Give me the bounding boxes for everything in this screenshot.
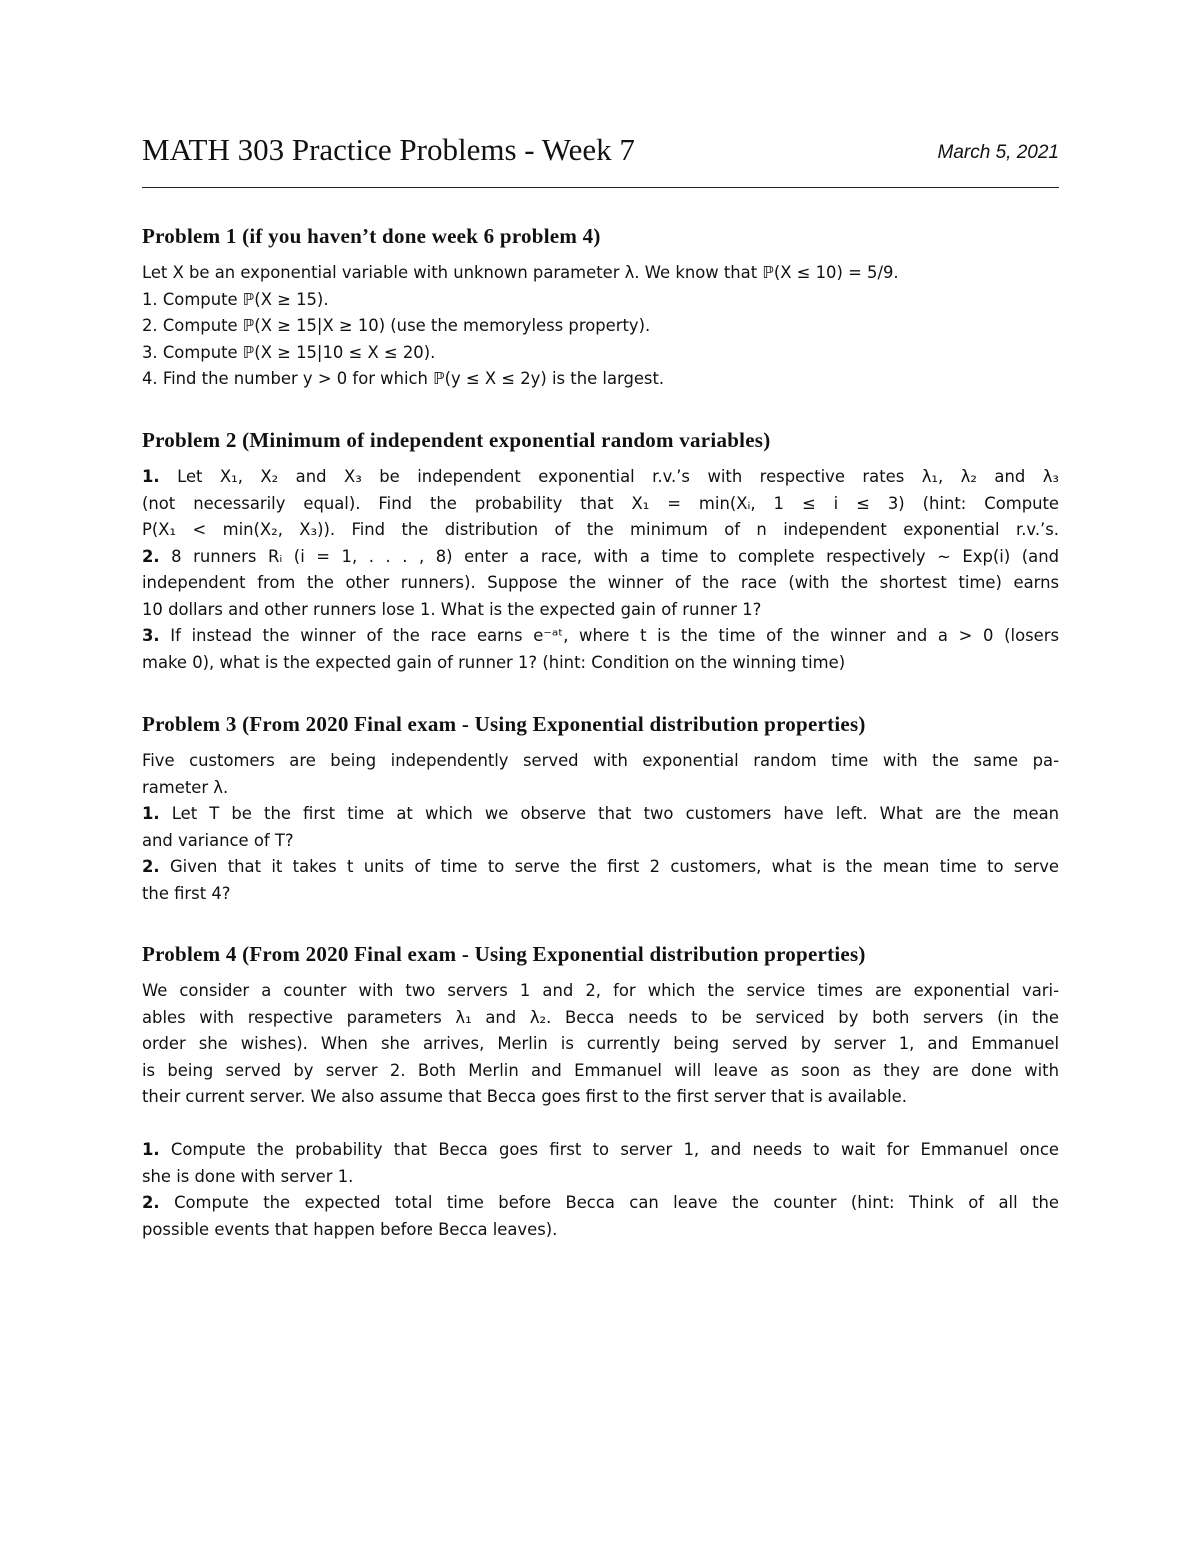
problem-4-heading: Problem 4 (From 2020 Final exam - Using Exponential distribution properties) bbox=[142, 942, 866, 966]
problem-4-line-9: possible events that happen before Becca leaves). bbox=[142, 1219, 558, 1239]
problem-2-line-4: 2. 8 runners Rᵢ (i = 1, . . . , 8) enter a race, with a time to complete respectively ∼ Exp(i) (and bbox=[142, 546, 1059, 566]
header-rule bbox=[142, 187, 1059, 188]
problem-2-heading: Problem 2 (Minimum of independent exponential random variables) bbox=[142, 428, 771, 452]
problem-2 bbox=[142, 426, 1059, 676]
problem-3-line-4: and variance of T? bbox=[142, 830, 294, 850]
problem-3-line-3: 1. Let T be the first time at which we observe that two customers have left. What are the mean bbox=[142, 804, 1059, 823]
problem-4-line-6: 1. Compute the probability that Becca goes first to server 1, and needs to wait for Emmanuel once bbox=[142, 1140, 1059, 1159]
problem-2-line-3: P(X₁ < min(X₂, X₃)). Find the distribution of the minimum of n independent exponential r.v.’s. bbox=[142, 520, 1059, 539]
item-number: 2. bbox=[142, 1193, 160, 1212]
problem-4-line-8: 2. Compute the expected total time before Becca can leave the counter (hint: Think of all the bbox=[142, 1193, 1059, 1212]
problem-4-line-3: order she wishes). When she arrives, Merlin is currently being served by server 1, and Emmanuel bbox=[142, 1034, 1059, 1053]
problem-4-line-2: ables with respective parameters λ₁ and λ₂. Becca needs to be serviced by both servers (in the bbox=[142, 1007, 1059, 1027]
problem-1-line-2 bbox=[142, 287, 1059, 314]
problem-1 bbox=[142, 222, 1059, 393]
problem-1-line-1-text: Let X be an exponential variable with unknown parameter λ. We know that ℙ(X ≤ 10) = 5/9. bbox=[142, 263, 899, 282]
problem-1-line-5-text: 4. Find the number y > 0 for which ℙ(y ≤ X ≤ 2y) is the largest. bbox=[142, 369, 665, 388]
problem-1-heading: Problem 1 (if you haven’t done week 6 problem 4) bbox=[142, 224, 601, 248]
problem-1-line-4 bbox=[142, 340, 1059, 367]
item-number: 2. bbox=[142, 546, 160, 566]
document-date: March 5, 2021 bbox=[937, 142, 1059, 163]
problem-3-line-1: Five customers are being independently served with exponential random time with the same pa- bbox=[142, 751, 1059, 770]
problem-1-line-3 bbox=[142, 313, 1059, 340]
item-number: 1. bbox=[142, 1140, 160, 1159]
problem-1-line-2-text: 1. Compute ℙ(X ≥ 15). bbox=[142, 289, 329, 309]
item-number: 2. bbox=[142, 857, 160, 876]
problem-3-line-2: rameter λ. bbox=[142, 777, 229, 797]
problem-3 bbox=[142, 710, 1059, 907]
problem-2-line-7: 3. If instead the winner of the race earns e⁻ᵃᵗ, where t is the time of the winner and a > 0 (losers bbox=[142, 626, 1059, 645]
problem-2-line-1: 1. Let X₁, X₂ and X₃ be independent exponential r.v.’s with respective rates λ₁, λ₂ and λ₃ bbox=[142, 467, 1059, 486]
problem-3-line-5: 2. Given that it takes t units of time to serve the first 2 customers, what is the mean time to serve bbox=[142, 857, 1059, 876]
paragraph-gap bbox=[142, 1111, 1059, 1138]
problem-1-line-3-text: 2. Compute ℙ(X ≥ 15|X ≥ 10) (use the memoryless property). bbox=[142, 316, 651, 335]
problem-2-line-8: make 0), what is the expected gain of runner 1? (hint: Condition on the winning time) bbox=[142, 652, 846, 672]
problem-4 bbox=[142, 940, 1059, 1243]
problem-4-line-5: their current server. We also assume that Becca goes first to the first server that is available. bbox=[142, 1087, 907, 1106]
problem-2-line-2: (not necessarily equal). Find the probability that X₁ = min(Xᵢ, 1 ≤ i ≤ 3) (hint: Compute bbox=[142, 493, 1059, 513]
problem-1-line-1 bbox=[142, 260, 1059, 287]
item-number: 3. bbox=[142, 626, 160, 645]
document-title: MATH 303 Practice Problems - Week 7 bbox=[142, 132, 635, 167]
problem-4-line-1: We consider a counter with two servers 1 and 2, for which the service times are exponential vari- bbox=[142, 981, 1059, 1000]
problem-3-line-6: the first 4? bbox=[142, 883, 231, 903]
problem-4-line-7: she is done with server 1. bbox=[142, 1166, 354, 1186]
problem-4-line-4: is being served by server 2. Both Merlin and Emmanuel will leave as soon as they are done with bbox=[142, 1060, 1059, 1080]
item-number: 1. bbox=[142, 804, 160, 823]
problem-2-line-6: 10 dollars and other runners lose 1. What is the expected gain of runner 1? bbox=[142, 599, 762, 619]
problem-1-line-5 bbox=[142, 366, 1059, 393]
problem-3-heading: Problem 3 (From 2020 Final exam - Using Exponential distribution properties) bbox=[142, 712, 866, 736]
item-number: 1. bbox=[142, 467, 160, 486]
problem-2-line-5: independent from the other runners). Suppose the winner of the race (with the shortest time) earns bbox=[142, 573, 1059, 592]
problem-1-line-4-text: 3. Compute ℙ(X ≥ 15|10 ≤ X ≤ 20). bbox=[142, 342, 436, 362]
